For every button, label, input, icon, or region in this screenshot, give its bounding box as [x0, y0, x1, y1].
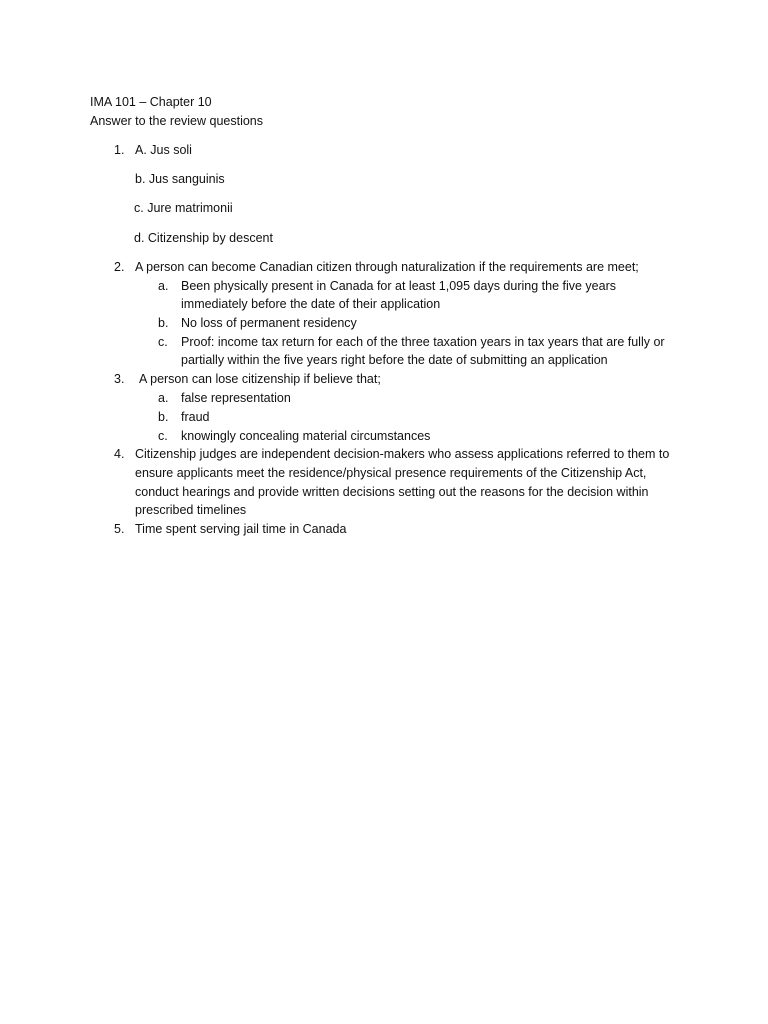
- answer-item: c. Jure matrimonii: [134, 201, 233, 215]
- question-number: 3.: [114, 372, 125, 386]
- question-text: prescribed timelines: [135, 503, 247, 517]
- question-text: A person can lose citizenship if believe that;: [139, 372, 381, 386]
- question-text: conduct hearings and provide written decisions setting out the reasons for the decision within: [135, 485, 649, 499]
- document-subtitle: Answer to the review questions: [90, 114, 264, 128]
- sub-item-marker: a.: [158, 391, 169, 405]
- sub-item-text: No loss of permanent residency: [181, 316, 357, 330]
- document-title: IMA 101 – Chapter 10: [90, 95, 212, 109]
- sub-item-text: knowingly concealing material circumstances: [181, 429, 431, 443]
- sub-item-text: false representation: [181, 391, 291, 405]
- question-text: Time spent serving jail time in Canada: [135, 522, 347, 536]
- question-text: ensure applicants meet the residence/physical presence requirements of the Citizenship Act,: [135, 466, 647, 480]
- sub-item-text: fraud: [181, 410, 210, 424]
- question-number: 1.: [114, 143, 125, 157]
- answer-item: b. Jus sanguinis: [135, 172, 225, 186]
- sub-item-marker: b.: [158, 410, 169, 424]
- question-text: Citizenship judges are independent decision-makers who assess applications referred to them to: [135, 447, 670, 461]
- question-text: A person can become Canadian citizen through naturalization if the requirements are meet;: [135, 260, 639, 274]
- answer-item: d. Citizenship by descent: [134, 231, 273, 245]
- sub-item-marker: c.: [158, 335, 168, 349]
- question-number: 5.: [114, 522, 125, 536]
- sub-item-text: Proof: income tax return for each of the three taxation years in tax years that are fully or: [181, 335, 665, 349]
- sub-item-marker: b.: [158, 316, 169, 330]
- question-number: 4.: [114, 447, 125, 461]
- sub-item-text: Been physically present in Canada for at least 1,095 days during the five years: [181, 279, 616, 293]
- sub-item-marker: a.: [158, 279, 169, 293]
- sub-item-marker: c.: [158, 429, 168, 443]
- answer-item: A. Jus soli: [135, 143, 192, 157]
- question-number: 2.: [114, 260, 125, 274]
- sub-item-text: partially within the five years right before the date of submitting an application: [181, 353, 608, 367]
- sub-item-text: immediately before the date of their application: [181, 297, 441, 311]
